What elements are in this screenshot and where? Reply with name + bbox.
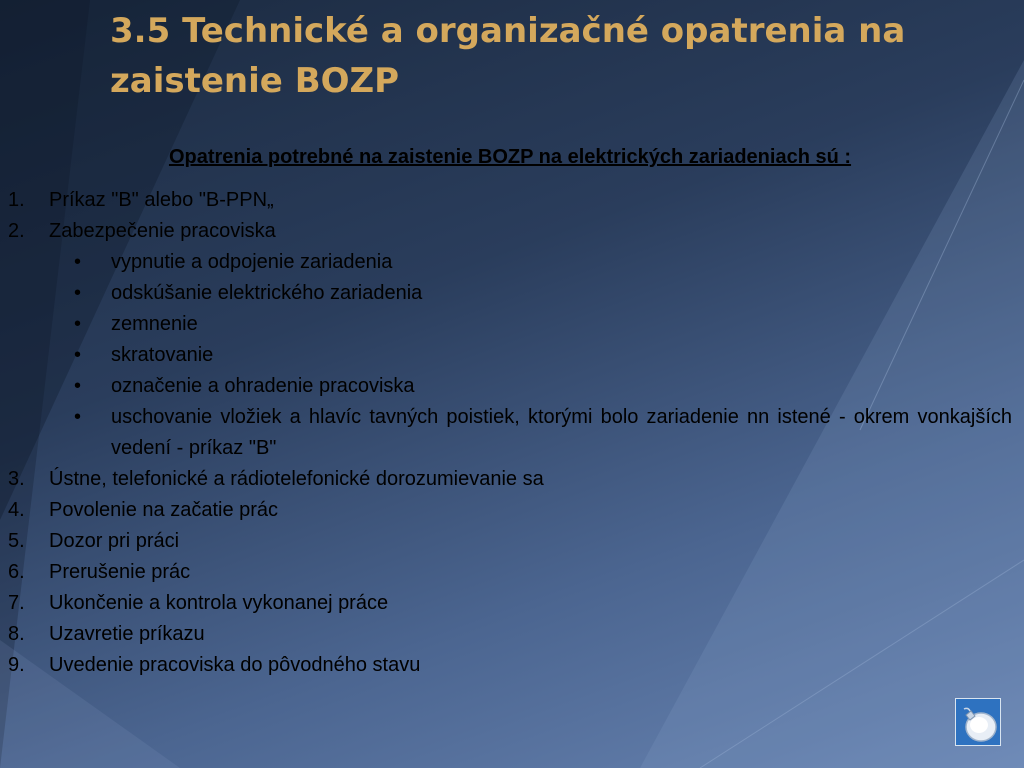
list-item-text: Povolenie na začatie prác [49,499,279,521]
list-number: 2. [8,220,25,242]
list-number: 5. [8,530,25,552]
list-item-text: Ústne, telefonické a rádiotelefonické dorozumievanie sa [49,468,544,490]
sub-list-item [8,247,1012,278]
bullet-icon: • [74,251,82,273]
list-item [8,557,1012,588]
list-item-text: Uzavretie príkazu [49,623,205,645]
list-item [8,495,1012,526]
content-heading: Opatrenia potrebné na zaistenie BOZP na elektrických zariadeniach sú : [168,146,852,168]
bullet-icon: • [74,313,82,335]
bullet-icon: • [74,406,82,428]
sub-item-text: odskúšanie elektrického zariadenia [111,282,423,304]
workplace-measures-list [8,247,1012,464]
sub-item-text: skratovanie [111,344,214,366]
list-item-text: Prerušenie prác [49,561,191,583]
slide-content [8,142,1012,681]
sub-list-item [8,309,1012,340]
bullet-icon: • [74,282,82,304]
sound-button[interactable] [955,698,1001,746]
list-number: 3. [8,468,25,490]
list-item [8,588,1012,619]
list-number: 6. [8,561,25,583]
sub-list-item [8,278,1012,309]
sub-item-text: označenie a ohradenie pracoviska [111,375,415,397]
sub-item-text: zemnenie [111,313,198,335]
slide-title: 3.5 Technické a organizačné opatrenia na zaistenie BOZP [110,11,906,101]
list-item-text: Zabezpečenie pracoviska [49,220,276,242]
bullet-icon: • [74,375,82,397]
list-item [8,526,1012,557]
sound-icon [956,699,1000,745]
list-item-text: Uvedenie pracoviska do pôvodného stavu [49,654,421,676]
list-number: 9. [8,654,25,676]
list-number: 1. [8,189,25,211]
list-number: 7. [8,592,25,614]
list-item [8,185,1012,216]
sub-item-text: vypnutie a odpojenie zariadenia [111,251,393,273]
list-number: 4. [8,499,25,521]
measures-list [8,185,1012,247]
list-item-text: Dozor pri práci [49,530,180,552]
list-item-text: Príkaz "B" alebo "B-PPN„ [49,189,274,211]
list-item [8,464,1012,495]
list-item-text: Ukončenie a kontrola vykonanej práce [49,592,389,614]
list-number: 8. [8,623,25,645]
sub-list-item [8,402,1012,464]
bullet-icon: • [74,344,82,366]
list-item [8,650,1012,681]
list-item [8,619,1012,650]
list-item [8,216,1012,247]
sub-list-item [8,340,1012,371]
measures-list-continued [8,464,1012,681]
sub-item-text: uschovanie vložiek a hlavíc tavných poistiek, ktorými bolo zariadenie nn istené - okrem vonkajších vedení - príkaz "B" [111,406,1012,459]
sub-list-item [8,371,1012,402]
